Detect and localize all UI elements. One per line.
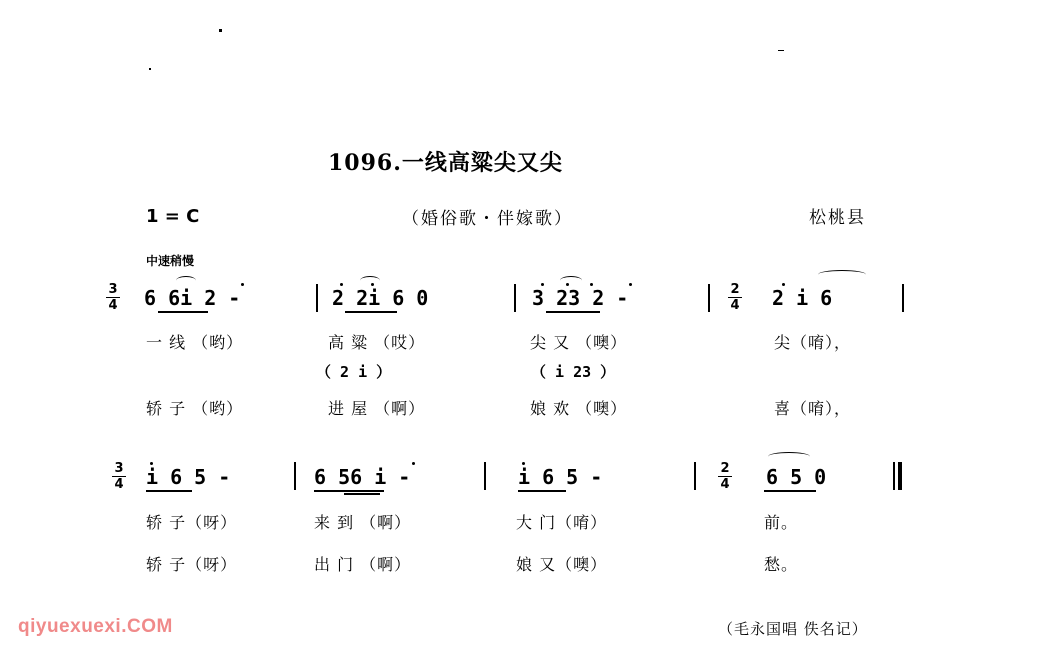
barline (694, 462, 696, 490)
barline (902, 284, 904, 312)
lyric-line1-verse2: 进 屋 （啊） (328, 399, 426, 418)
staff2-measure1: i 6 5 - (146, 465, 231, 489)
genre-label: （婚俗歌・伴嫁歌） (402, 209, 573, 229)
speck (219, 29, 222, 32)
octave-dot (412, 462, 415, 465)
staff1-measure2: 2 2i 6 0 (332, 286, 429, 310)
lyric-line2-verse1: 前。 (764, 513, 799, 532)
variant-notes: （ 2 i ） (316, 363, 392, 381)
barline (484, 462, 486, 490)
barline (316, 284, 318, 312)
final-barline-thick (898, 462, 902, 490)
lyric-line2-verse2: 出 门 （啊） (314, 555, 412, 574)
octave-dot (566, 283, 569, 286)
slur (176, 276, 196, 285)
lyric-line1-verse2: 轿 子 （哟） (146, 399, 244, 418)
octave-dot (340, 283, 343, 286)
slur (560, 276, 582, 285)
staff1-measure4: 2 i 6 (772, 286, 833, 310)
final-barline-thin (893, 462, 895, 490)
performer-credit: （毛永国唱 佚名记） (718, 620, 868, 638)
beam-underline (546, 311, 600, 313)
key-signature: 1 = C (146, 206, 200, 227)
beam-underline (158, 311, 208, 313)
octave-dot (150, 462, 153, 465)
octave-dot (371, 283, 374, 286)
time-signature-2-4: 2 4 (728, 283, 742, 312)
tempo-marking: 中速稍慢 (146, 254, 195, 268)
region-label: 松桃县 (809, 208, 866, 228)
speck (778, 50, 784, 51)
barline (294, 462, 296, 490)
lyric-line1-verse1: 尖（唷）， (774, 333, 852, 352)
beam-underline (764, 490, 816, 492)
beam-underline (518, 490, 566, 492)
barline (708, 284, 710, 312)
lyric-line2-verse2: 轿 子（呀） (146, 555, 238, 574)
octave-dot (522, 462, 525, 465)
lyric-line2-verse1: 轿 子（呀） (146, 513, 238, 532)
site-watermark: qiyuexuexi.COM (18, 616, 173, 637)
octave-dot (541, 283, 544, 286)
beam-underline (314, 490, 384, 492)
song-title: 1096.一线高粱尖又尖 (328, 150, 563, 176)
lyric-line1-verse1: 一 线 （哟） (146, 333, 244, 352)
octave-dot (629, 283, 632, 286)
lyric-line2-verse2: 愁。 (764, 555, 799, 574)
time-signature-3-4: 3 4 (106, 283, 120, 312)
lyric-line1-verse2: 娘 欢 （噢） (530, 399, 628, 418)
variant-notes: （ i 23 ） (531, 363, 616, 381)
slur (818, 270, 866, 279)
lyric-line1-verse1: 高 粱 （哎） (328, 333, 426, 352)
octave-dot (782, 283, 785, 286)
beam-underline (344, 493, 380, 495)
lyric-line1-verse2: 喜（唷）， (774, 399, 852, 418)
slur (768, 452, 810, 461)
staff1-measure1: 6 6i 2 - (144, 286, 241, 310)
time-signature-3-4: 3 4 (112, 462, 126, 491)
beam-underline (345, 311, 397, 313)
staff2-measure4: 6 5 0 (766, 465, 827, 489)
staff2-measure3: i 6 5 - (518, 465, 603, 489)
time-signature-2-4: 2 4 (718, 462, 732, 491)
staff2-measure2: 6 56 i - (314, 465, 411, 489)
barline (514, 284, 516, 312)
lyric-line2-verse1: 大 门（唷） (516, 513, 608, 532)
speck (149, 68, 151, 70)
lyric-line2-verse2: 娘 又（噢） (516, 555, 608, 574)
beam-underline (146, 490, 192, 492)
octave-dot (241, 283, 244, 286)
staff1-measure3: 3 23 2 - (532, 286, 629, 310)
lyric-line2-verse1: 来 到 （啊） (314, 513, 412, 532)
slur (360, 276, 380, 285)
lyric-line1-verse1: 尖 又 （噢） (530, 333, 628, 352)
octave-dot (590, 283, 593, 286)
